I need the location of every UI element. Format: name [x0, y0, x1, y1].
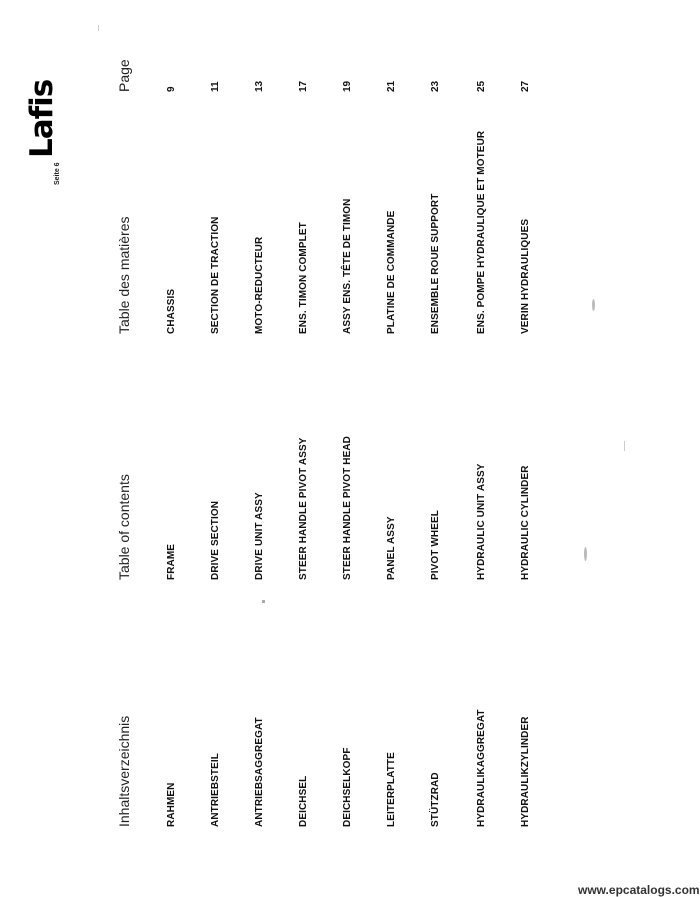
toc-cell-de: RAHMEN	[166, 782, 177, 827]
toc-cell-de: HYDRAULIKZYLINDER	[520, 716, 531, 827]
toc-cell-de: ANTRIEBSTEIL	[210, 753, 221, 827]
scan-mark	[262, 600, 265, 603]
toc-cell-en: STEER HANDLE PIVOT ASSY	[298, 437, 309, 580]
toc-cell-en: DRIVE SECTION	[210, 500, 221, 580]
brand-logo: Lafis	[24, 79, 60, 158]
header-page: Page	[116, 59, 132, 92]
toc-cell-de: DEICHSEL	[298, 775, 309, 827]
toc-cell-fr: SECTION DE TRACTION	[210, 216, 221, 334]
toc-cell-en: PIVOT WHEEL	[430, 510, 441, 580]
toc-cell-fr: VERIN HYDRAULIQUES	[520, 218, 531, 334]
header-fr: Table des matières	[116, 216, 132, 334]
toc-cell-page: 27	[520, 80, 531, 92]
toc-cell-fr: PLATINE DE COMMANDE	[386, 210, 397, 334]
toc-cell-en: HYDRAULIC UNIT ASSY	[476, 463, 487, 580]
toc-cell-page: 11	[210, 81, 221, 92]
scan-mark	[624, 441, 625, 451]
toc-cell-page: 19	[342, 80, 353, 92]
toc-cell-de: STÜTZRAD	[430, 772, 441, 827]
toc-cell-page: 13	[254, 80, 265, 92]
scan-mark	[98, 25, 99, 31]
toc-cell-page: 25	[476, 80, 487, 92]
toc-cell-page: 9	[166, 86, 177, 92]
toc-cell-page: 23	[430, 80, 441, 92]
toc-cell-fr: ENS. POMPE HYDRAULIQUE ET MOTEUR	[476, 130, 487, 334]
scan-mark	[584, 547, 587, 561]
header-en: Table of contents	[116, 474, 132, 580]
toc-cell-en: PANEL ASSY	[386, 516, 397, 580]
toc-cell-en: STEER HANDLE PIVOT HEAD	[342, 436, 353, 580]
toc-cell-fr: CHASSIS	[166, 288, 177, 334]
scan-mark	[592, 299, 595, 311]
page-label: Seite 6	[54, 162, 61, 185]
toc-cell-fr: ENSEMBLE ROUE SUPPORT	[430, 193, 441, 334]
toc-cell-fr: ENS. TIMON COMPLET	[298, 222, 309, 334]
toc-cell-fr: MOTO-REDUCTEUR	[254, 236, 265, 334]
toc-cell-de: HYDRAULIKAGGREGAT	[476, 709, 487, 827]
footer-url[interactable]: www.epcatalogs.com	[578, 883, 700, 897]
toc-cell-de: LEITERPLATTE	[386, 752, 397, 827]
toc-cell-page: 17	[298, 80, 309, 92]
toc-cell-page: 21	[386, 80, 397, 92]
toc-cell-en: DRIVE UNIT ASSY	[254, 492, 265, 580]
toc-cell-de: ANTRIEBSAGGREGAT	[254, 717, 265, 827]
header-de: Inhaltsverzeichnis	[116, 715, 132, 827]
toc-cell-fr: ASSY ENS. TÊTE DE TIMON	[342, 198, 353, 334]
toc-cell-en: HYDRAULIC CYLINDER	[520, 465, 531, 580]
toc-cell-de: DEICHSELKOPF	[342, 747, 353, 827]
toc-cell-en: FRAME	[166, 543, 177, 580]
